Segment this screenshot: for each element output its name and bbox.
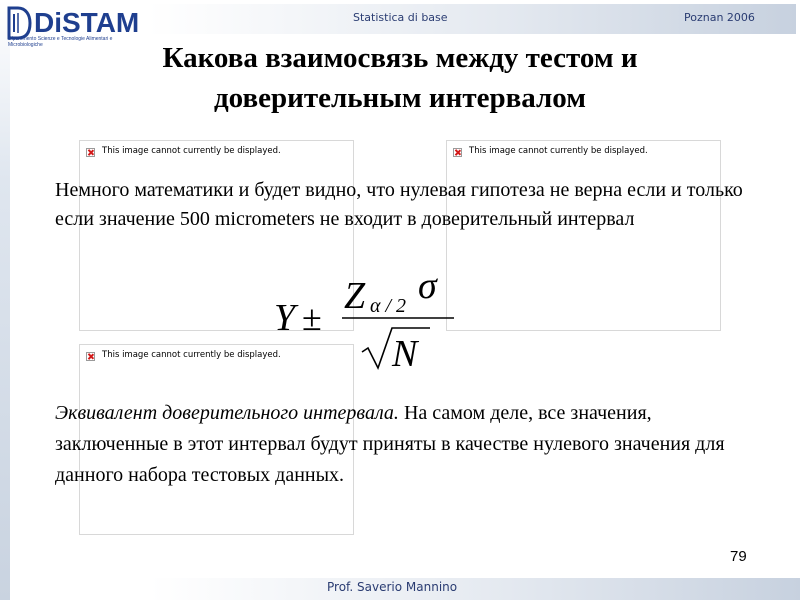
paragraph-equivalence-text: На самом деле, все значения, заключенные в этот интервал будут приняты в качестве нулевого значения для данного набора тестовых данных. bbox=[55, 402, 725, 486]
broken-image-placeholder bbox=[446, 140, 721, 331]
paragraph-equivalence-italic: Эквивалент доверительного интервала. bbox=[55, 402, 399, 424]
paragraph-hypothesis: Немного математики и будет видно, что нулевая гипотеза не верна если и только если значение 500 micrometers не входит в доверительный интервал bbox=[55, 179, 743, 230]
formula-z: Z bbox=[344, 275, 366, 317]
footer-bar bbox=[150, 578, 800, 600]
course-title: Statistica di base bbox=[353, 11, 448, 24]
confidence-interval-formula bbox=[268, 268, 468, 372]
left-decor-strip bbox=[0, 0, 10, 600]
slide-title: Какова взаимосвязь между тестом и доверительным интервалом bbox=[162, 42, 638, 114]
logo-caption: Dipartimento Scienze e Tecnologie Alimentari e Microbiologiche bbox=[8, 36, 113, 48]
broken-image-text: This image cannot currently be displayed. bbox=[469, 146, 648, 156]
formula-subscript: α / 2 bbox=[370, 295, 407, 317]
formula-sigma: σ bbox=[418, 268, 437, 307]
broken-image-icon bbox=[86, 148, 95, 157]
formula-n: N bbox=[392, 333, 418, 372]
page-number: 79 bbox=[730, 548, 747, 565]
broken-image-text: This image cannot currently be displayed. bbox=[102, 146, 281, 156]
broken-image-icon bbox=[86, 352, 95, 361]
formula-plus-minus: ± bbox=[302, 298, 322, 338]
logo-text: DiSTAM bbox=[34, 7, 140, 38]
paragraph-equivalence bbox=[55, 398, 745, 491]
distam-logo-icon bbox=[6, 6, 32, 40]
footer-author: Prof. Saverio Mannino bbox=[327, 580, 458, 594]
broken-image-icon bbox=[453, 148, 462, 157]
formula-y: Y bbox=[274, 297, 296, 339]
place-year: Poznan 2006 bbox=[684, 11, 755, 24]
broken-image-text: This image cannot currently be displayed. bbox=[102, 350, 281, 360]
